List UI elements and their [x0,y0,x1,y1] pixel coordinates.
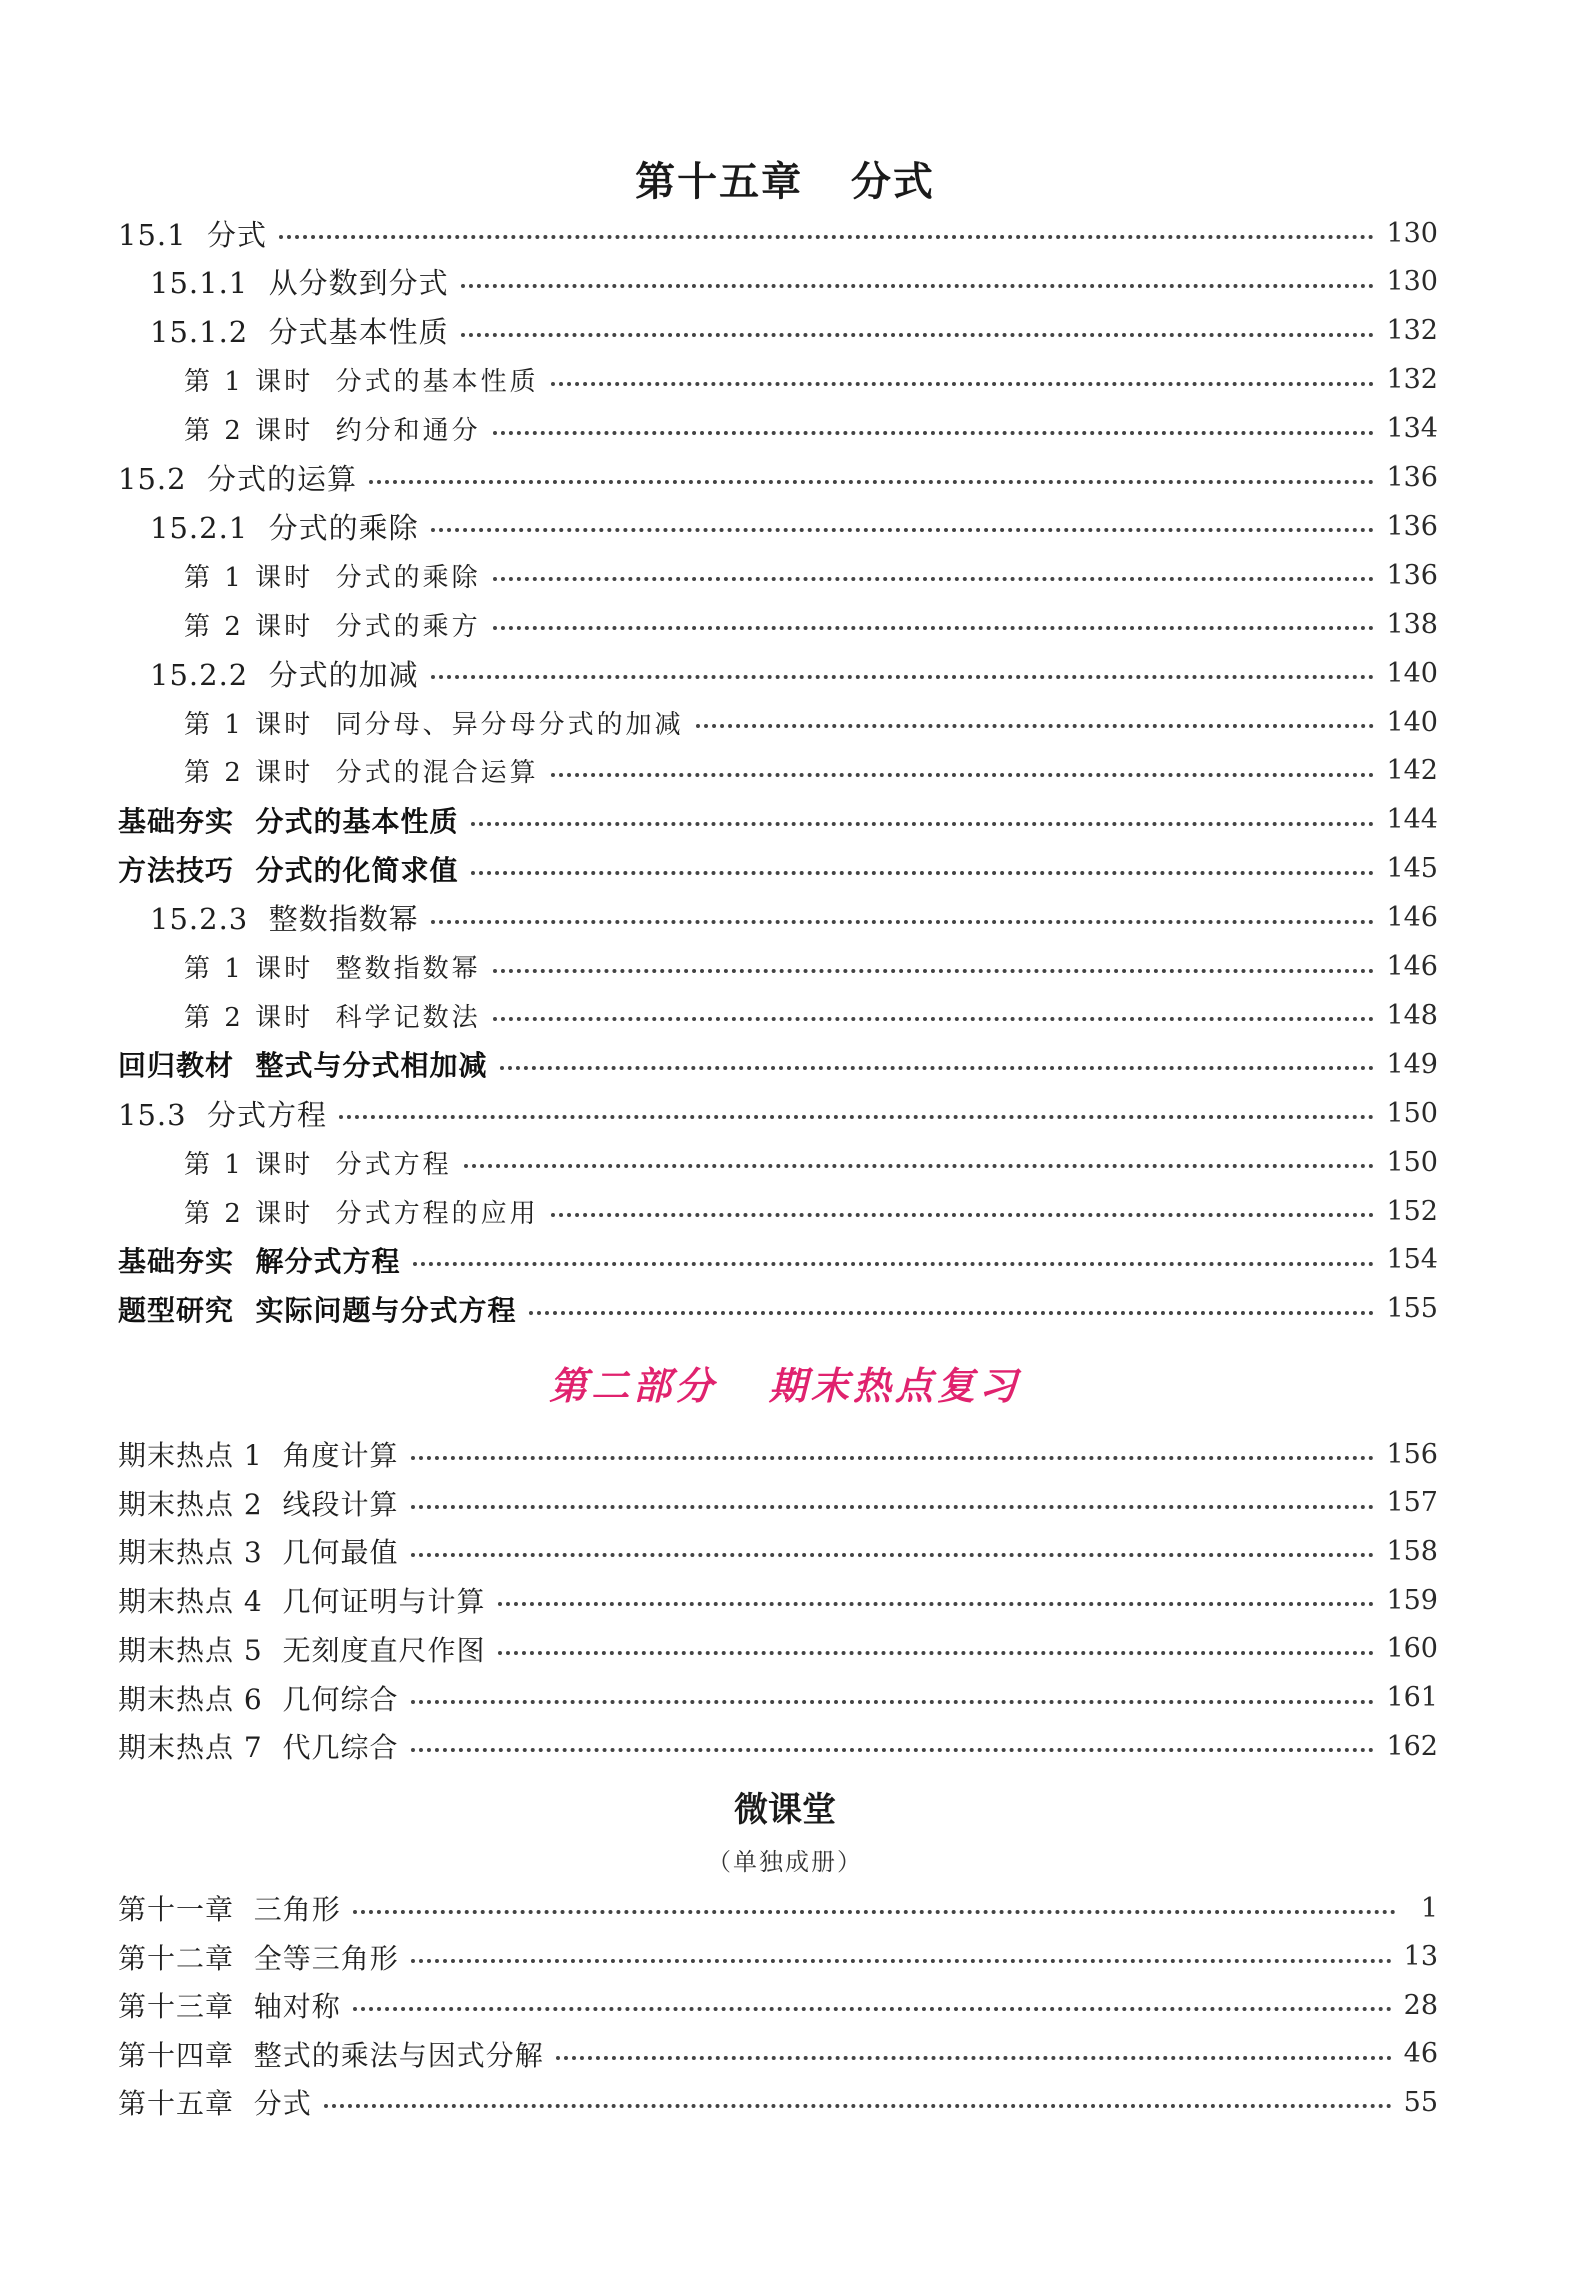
dot-leader [461,333,1375,337]
toc-entry-page: 46 [1403,2038,1438,2069]
toc-entry-page: 132 [1386,315,1438,347]
toc-entry-page: 140 [1386,706,1438,738]
toc-entry[interactable] [118,1625,1438,1673]
dot-leader [324,2104,1392,2108]
dot-leader [471,822,1375,826]
dot-leader [551,1213,1375,1217]
toc-entry-page: 145 [1386,853,1438,885]
toc-entry-page: 160 [1386,1633,1438,1665]
toc-entry[interactable] [118,1576,1438,1624]
toc-entry-page: 158 [1386,1535,1438,1567]
toc-entry[interactable] [184,405,1438,453]
toc-entry-page: 162 [1386,1730,1438,1762]
toc-entry-label: 第十五章 分式 [118,2087,312,2120]
dot-leader [493,577,1375,581]
toc-entry[interactable] [118,1527,1438,1575]
toc-entry[interactable] [184,1187,1438,1235]
toc-entry[interactable] [184,551,1438,599]
toc-entry-page: 146 [1386,902,1438,934]
toc-entry[interactable] [118,2078,1438,2126]
dot-leader [696,724,1375,728]
toc-entry-label: 基础夯实 分式的基本性质 [118,804,459,838]
toc-entry-page: 154 [1386,1244,1438,1276]
toc-entry-label: 15.2.3 整数指数幂 [150,902,419,937]
toc-entry[interactable] [118,209,1438,257]
dot-leader [493,431,1375,435]
toc-entry-label: 15.1.1 从分数到分式 [150,266,449,301]
toc-entry-label: 15.1.2 分式基本性质 [150,315,449,350]
toc-entry-label: 第 2 课时 分式的乘方 [184,611,481,642]
toc-entry-page: 136 [1386,462,1438,493]
toc-entry[interactable] [118,1479,1438,1527]
toc-entry-label: 15.2.1 分式的乘除 [150,510,419,545]
dot-leader [551,773,1375,777]
toc-entry[interactable] [184,943,1438,991]
toc-entry[interactable] [150,502,1438,550]
dot-leader [461,284,1375,288]
toc-entry-label: 期末热点 2 线段计算 [118,1487,399,1521]
toc-entry-label: 第十四章 整式的乘法与因式分解 [118,2038,544,2072]
toc-entry[interactable] [150,258,1438,306]
toc-entry-label: 15.2 分式的运算 [118,462,358,496]
toc-entry-label: 第 1 课时 分式的乘除 [184,562,481,593]
toc-entry[interactable] [184,600,1438,648]
toc-entry-label: 方法技巧 分式的化简求值 [118,853,459,887]
toc-entry-label: 期末热点 3 几何最值 [118,1536,399,1570]
toc-entry-page: 148 [1386,999,1438,1031]
toc-entry-label: 第 2 课时 约分和通分 [184,416,481,447]
toc-entry-page: 130 [1386,266,1438,298]
dot-leader [411,1505,1375,1509]
toc-entry-label: 期末热点 1 角度计算 [118,1439,399,1472]
toc-entry-page: 150 [1386,1097,1438,1129]
toc-entry-page: 134 [1386,413,1438,445]
toc-entry[interactable] [118,1089,1438,1137]
dot-leader [339,1115,1374,1119]
toc-entry-label: 期末热点 6 几何综合 [118,1682,399,1716]
toc-entry-page: 1 [1420,1892,1438,1924]
toc-entry[interactable] [118,1285,1438,1333]
toc-entry-label: 第 2 课时 科学记数法 [184,1002,481,1033]
dot-leader [279,235,1374,239]
toc-entry-label: 期末热点 7 代几综合 [118,1731,399,1765]
toc-entry-page: 152 [1386,1195,1438,1227]
toc-entry-page: 149 [1386,1048,1438,1080]
toc-entry[interactable] [184,1138,1438,1186]
toc-entry[interactable] [150,894,1438,942]
toc-entry-label: 第 1 课时 同分母、异分母分式的加减 [184,709,684,740]
toc-entry[interactable] [184,356,1438,404]
toc-entry[interactable] [118,796,1438,844]
dot-leader [411,1553,1375,1557]
toc-entry-page: 130 [1386,217,1438,249]
toc-entry[interactable] [118,1430,1438,1478]
toc-entry-label: 第十三章 轴对称 [118,1990,341,2023]
toc-entry-label: 第十二章 全等三角形 [118,1941,399,1975]
dot-leader [493,1017,1375,1021]
toc-entry[interactable] [118,1040,1438,1088]
toc-entry-label: 回归教材 整式与分式相加减 [118,1049,488,1083]
toc-entry[interactable] [118,1933,1438,1981]
toc-entry[interactable] [118,1981,1438,2029]
toc-entry-label: 第 1 课时 分式方程 [184,1149,452,1180]
toc-entry-page: 13 [1403,1941,1438,1972]
toc-entry-label: 第十一章 三角形 [118,1893,341,1926]
toc-entry[interactable] [184,698,1438,746]
toc-entry-page: 157 [1386,1487,1438,1519]
toc-entry-label: 第 2 课时 分式的混合运算 [184,758,539,789]
dot-leader [353,1910,1396,1914]
toc-entry-page: 161 [1386,1682,1438,1713]
dot-leader [411,1700,1375,1704]
dot-leader [464,1164,1375,1168]
dot-leader [411,1456,1375,1460]
toc-entry-page: 136 [1386,510,1438,542]
toc-entry[interactable] [118,1674,1438,1722]
toc-entry-page: 155 [1386,1293,1438,1325]
toc-entry-page: 28 [1403,1989,1438,2021]
toc-entry-page: 140 [1386,657,1438,689]
toc-entry[interactable] [118,1236,1438,1284]
toc-entry-label: 期末热点 5 无刻度直尺作图 [118,1633,486,1667]
toc-entry-label: 15.1 分式 [118,217,268,252]
toc-entry-page: 136 [1386,559,1438,591]
toc-entry-page: 144 [1386,804,1438,836]
dot-leader [498,1651,1375,1655]
dot-leader [556,2056,1392,2060]
toc-entry[interactable] [118,845,1438,893]
toc-entry[interactable] [118,2030,1438,2078]
dot-leader [493,969,1375,973]
toc-entry-label: 15.2.2 分式的加减 [150,657,419,692]
part2-title: 第二部分 期末热点复习 [549,1363,1021,1408]
toc-entry[interactable] [150,307,1438,355]
dot-leader [431,528,1375,532]
toc-entry[interactable] [118,1722,1438,1770]
dot-leader [551,382,1375,386]
toc-entry-page: 156 [1386,1438,1438,1470]
dot-leader [431,920,1375,924]
toc-entry-label: 基础夯实 解分式方程 [118,1244,401,1278]
chapter-title: 第十五章 分式 [635,159,935,205]
toc-entry-page: 142 [1386,755,1438,787]
toc-entry-page: 159 [1386,1584,1438,1616]
toc-entry[interactable] [184,991,1438,1039]
toc-entry-page: 138 [1386,608,1438,640]
toc-entry-page: 150 [1386,1146,1438,1178]
toc-entry-page: 55 [1403,2086,1438,2118]
weiketang-subtitle: （单独成册） [707,1848,863,1876]
toc-entry[interactable] [118,1884,1438,1932]
dot-leader [529,1311,1375,1315]
dot-leader [493,626,1375,630]
toc-entry-page: 146 [1386,951,1438,982]
weiketang-title: 微课堂 [734,1790,836,1830]
dot-leader [431,675,1375,679]
dot-leader [369,480,1374,484]
dot-leader [411,1748,1375,1752]
toc-entry-label: 期末热点 4 几何证明与计算 [118,1585,486,1619]
toc-entry[interactable] [150,649,1438,697]
toc-entry[interactable] [184,747,1438,795]
toc-entry-page: 132 [1386,364,1438,396]
toc-entry-label: 第 2 课时 分式方程的应用 [184,1198,539,1229]
dot-leader [500,1066,1375,1070]
dot-leader [353,2007,1392,2011]
toc-entry-label: 15.3 分式方程 [118,1097,328,1132]
toc-entry[interactable] [118,454,1438,502]
dot-leader [413,1262,1375,1266]
toc-entry-label: 第 1 课时 分式的基本性质 [184,367,539,398]
dot-leader [498,1602,1375,1606]
dot-leader [411,1959,1392,1963]
toc-entry-label: 第 1 课时 整数指数幂 [184,954,481,984]
dot-leader [471,871,1375,875]
toc-entry-label: 题型研究 实际问题与分式方程 [118,1293,517,1327]
